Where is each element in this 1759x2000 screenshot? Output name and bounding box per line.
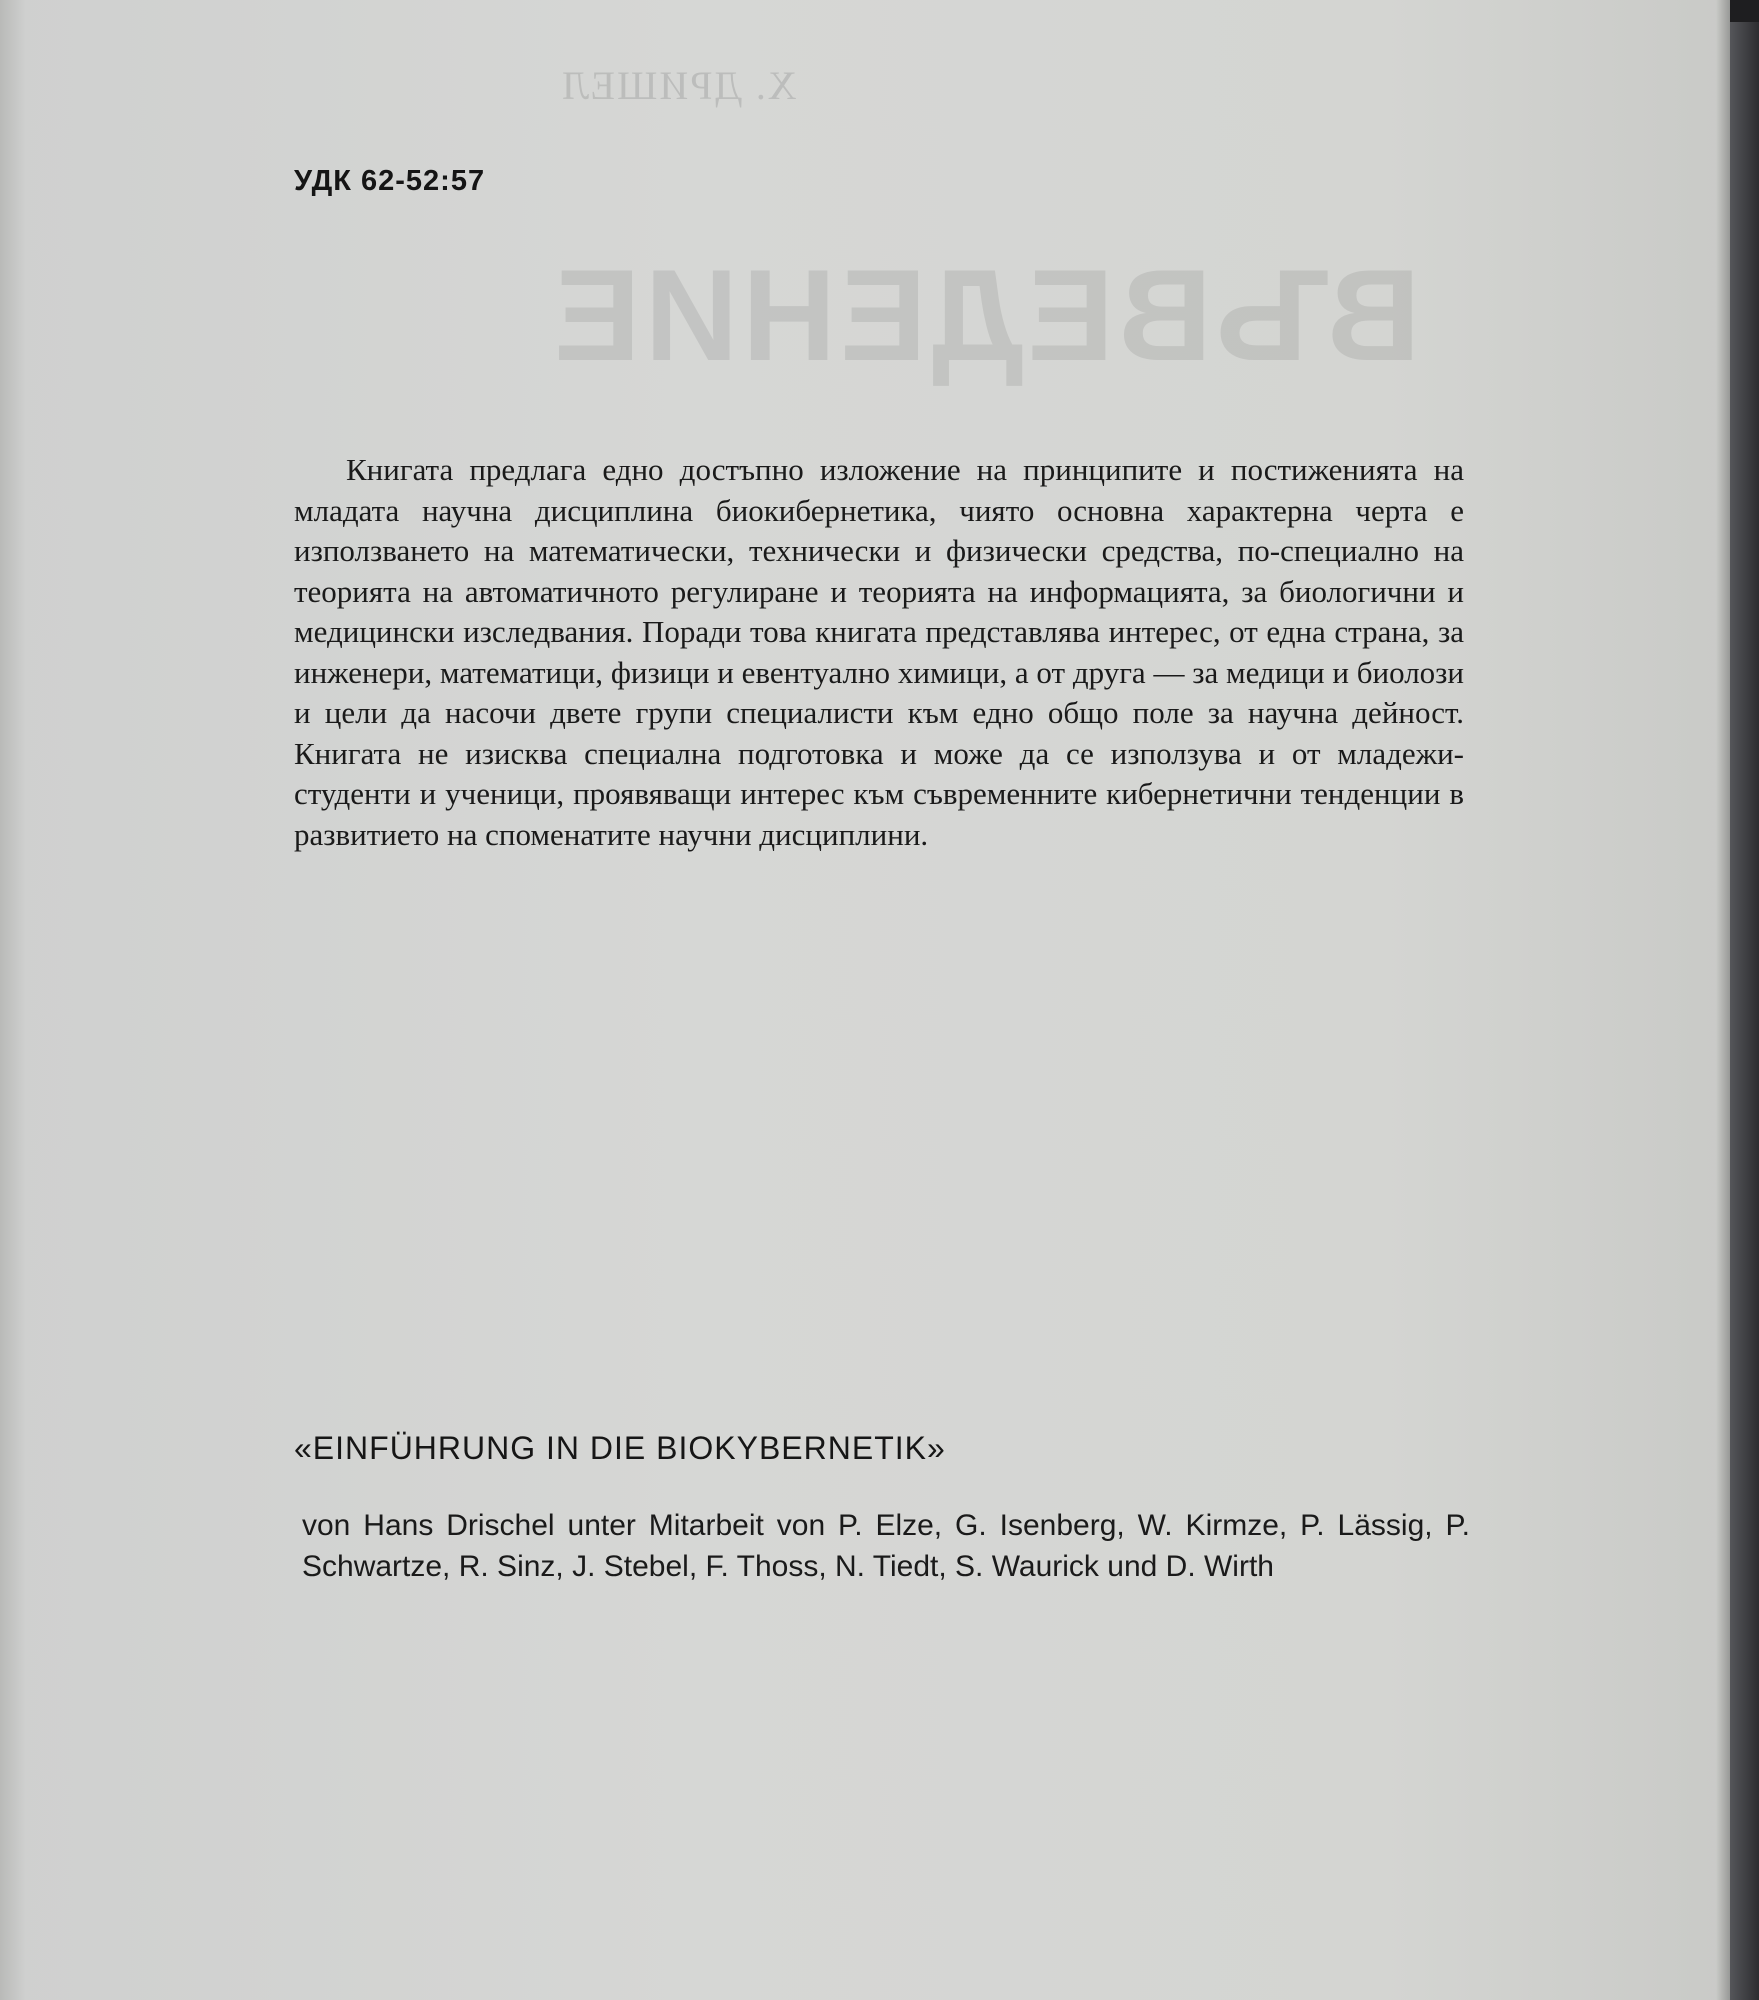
show-through-author: Х. ДРИШЕЛ	[560, 63, 797, 108]
page-gutter-shadow	[0, 0, 26, 2000]
udk-classification: УДК 62-52:57	[294, 165, 486, 197]
book-cover-edge	[1730, 0, 1759, 2000]
original-title: «EINFÜHRUNG IN DIE BIOKYBERNETIK»	[294, 1430, 946, 1466]
original-credits: von Hans Drischel unter Mitarbeit von P. Elze, G. Isenberg, W. Kirmze, P. Lässig, P. Schwartze, R. Sinz, J. Stebel, F. Thoss, N. Tiedt, S. Waurick und D. Wirth	[302, 1509, 1470, 1583]
page-edge-shadow	[1716, 0, 1730, 2000]
show-through-title: ВЪВЕДЕНИЕ	[550, 242, 1421, 388]
book-abstract: Книгата предлага едно достъпно изложение на принципите и постиженията на младата научна дисциплина биокибернетика, чиято основна характерна черта е използването на математически, технически и физически средства, по-специално на теорията на автоматичното регулиране и теорията на информацията, за биологични и медицински изследвания. Поради това книгата представлява интерес, от една страна, за инженери, математици, физици и евентуално химици, а от друга — за медици и биолози и цели да насочи двете групи специалисти към едно общо поле за научна дейност. Книгата не изисква специална подготовка и може да се използува и от младежи-студенти и ученици, проявяващи интерес към съвременните кибернетични тенденции в развитието на споменатите научни дисциплини.	[294, 452, 1464, 852]
